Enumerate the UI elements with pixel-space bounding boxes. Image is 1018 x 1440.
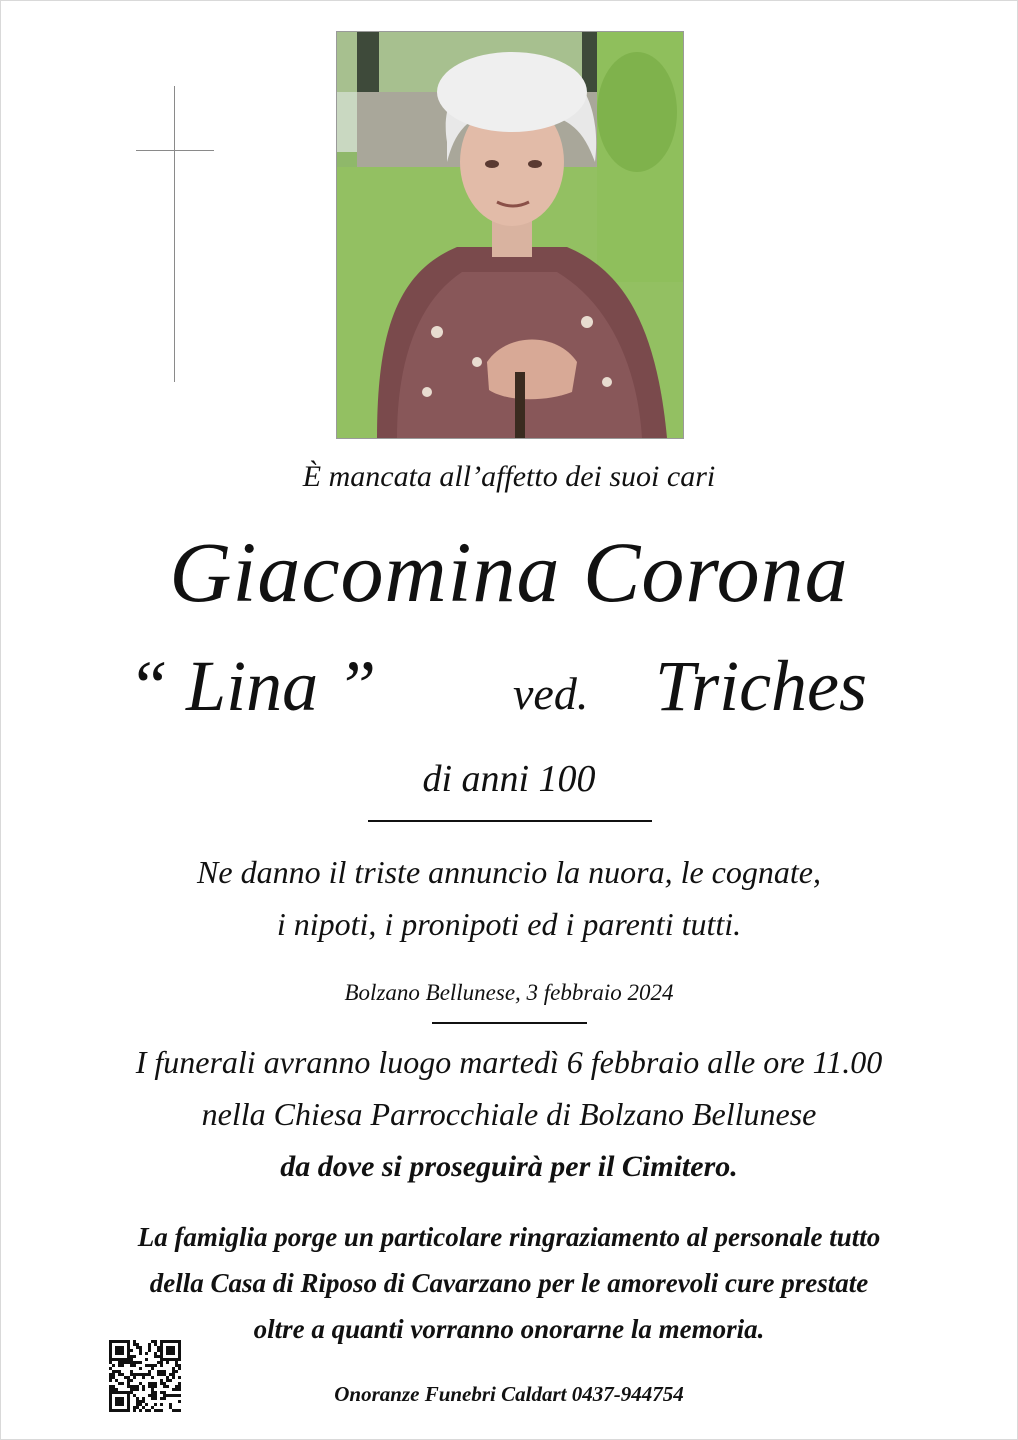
cross-horizontal — [136, 150, 214, 151]
thanks-line: oltre a quanti vorranno onorarne la memoria. — [253, 1314, 765, 1344]
married-surname: Triches — [655, 646, 868, 726]
thanks-line: della Casa di Riposo di Cavarzano per le amorevoli cure prestate — [149, 1268, 869, 1298]
place-date: Bolzano Bellunese, 3 febbraio 2024 — [344, 980, 674, 1005]
portrait-photo — [336, 31, 684, 439]
divider-rule — [432, 1022, 587, 1024]
funeral-line: I funerali avranno luogo martedì 6 febbraio alle ore 11.00 — [135, 1044, 883, 1080]
deceased-name: Giacomina Corona — [169, 524, 849, 620]
nickname: “ Lina ” — [128, 646, 377, 726]
nickname-row — [0, 645, 1018, 735]
funeral-line: da dove si proseguirà per il Cimitero. — [280, 1150, 738, 1183]
intro-text: È mancata all’affetto dei suoi cari — [302, 460, 716, 493]
divider-rule — [368, 820, 652, 822]
announcement-line: Ne danno il triste annuncio la nuora, le cognate, — [197, 854, 821, 890]
widow-prefix: ved. — [513, 668, 589, 719]
age-text: di anni 100 — [422, 758, 596, 800]
funeral-line: nella Chiesa Parrocchiale di Bolzano Bellunese — [201, 1096, 817, 1132]
funeral-home-footer: Onoranze Funebri Caldart 0437-944754 — [334, 1382, 684, 1406]
thanks-line: La famiglia porge un particolare ringraziamento al personale tutto — [137, 1222, 881, 1252]
announcement-line: i nipoti, i pronipoti ed i parenti tutti. — [276, 906, 742, 942]
cross-vertical — [174, 86, 175, 382]
